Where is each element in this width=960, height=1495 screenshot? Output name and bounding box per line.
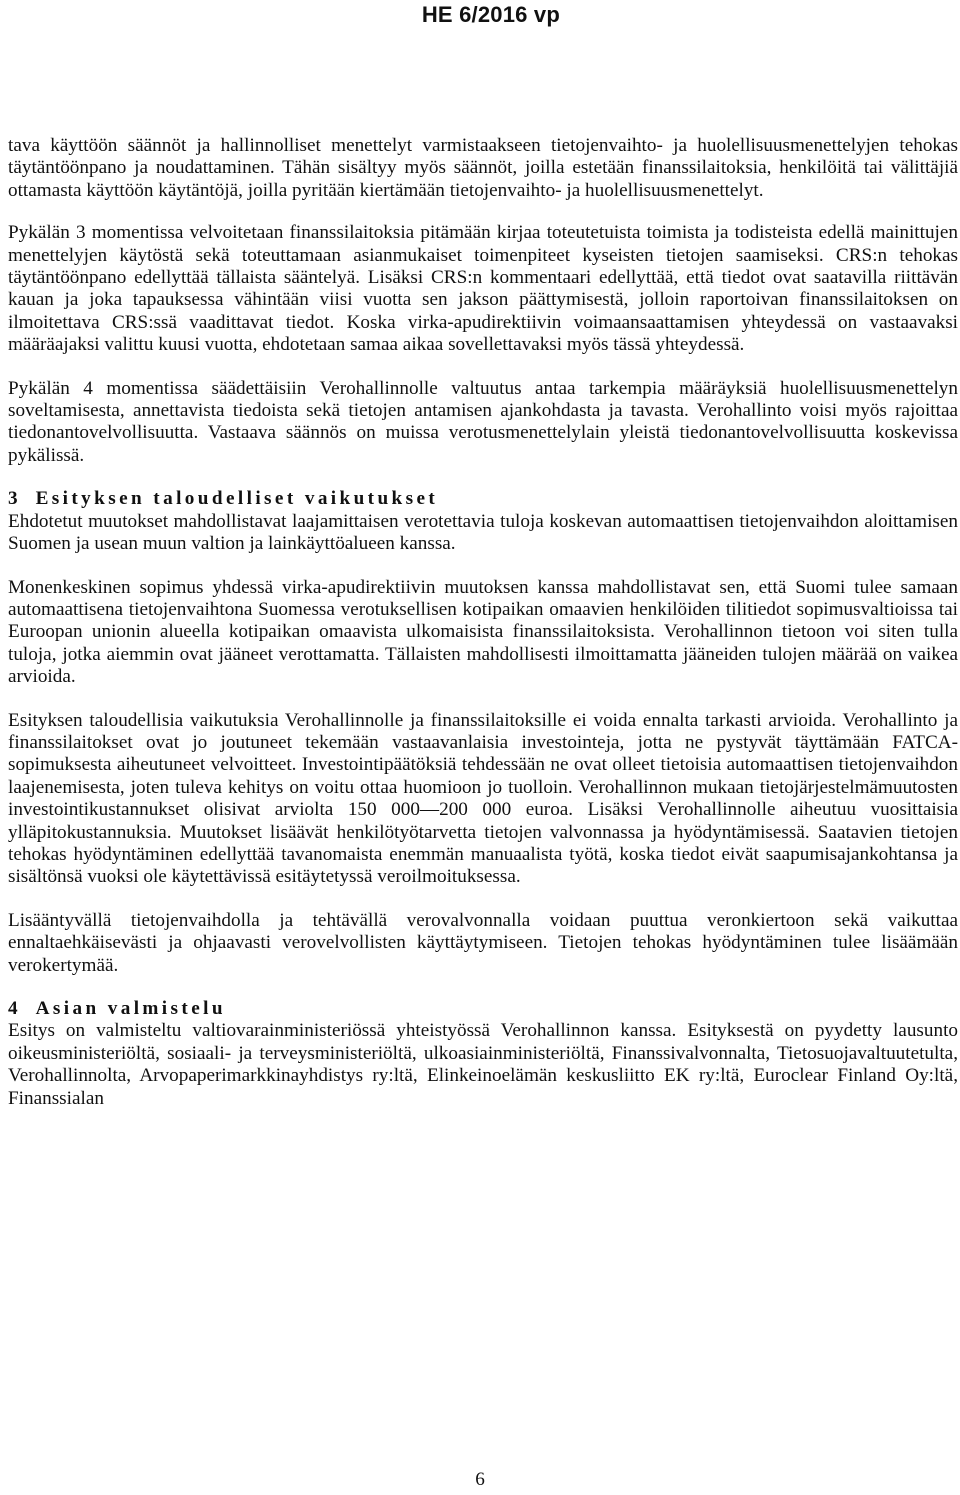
paragraph-economic-effects-2: Monenkeskinen sopimus yhdessä virka-apudirektiivin muutoksen kanssa mahdollistavat sen, että Suomi tulee samaan automaattisena tietojenvaihtona Suomessa verotuksellisen kotipaikan omaavien henkilöiden tilitiedot sopimusvaltioissa tai Euroopan unionin alueella kotipaikan omaavista ulkomaisista finanssilaitoksista. Verohallinnon tietoon voi siten tulla tuloja, jotka aiemmin ovat jääneet verottamatta. Tällaisten mahdollisesti ilmoittamatta jääneiden tulojen määrää on vaikea arvioida.: [8, 576, 958, 688]
paragraph-economic-effects-3: Esityksen taloudellisia vaikutuksia Verohallinnolle ja finanssilaitoksille ei voida ennalta tarkasti arvioida. Verohallinto ja finanssilaitokset ovat jo joutuneet tekemään vastaavanlaisia investointeja, jotta ne pystyvät täyttämään FATCA-sopimuksesta aiheutuneet velvoitteet. Investointipäätöksiä tehdessään ne ovat olleet tietoisia automaattisen tietojenvaihdon laajenemisesta, joten tuleva kehitys on voitu ottaa huomioon jo tuolloin. Verohallinnon mukaan tietojärjestelmämuutosten investointikustannukset olisivat arviolta 150 000—200 000 euroa. Lisäksi Verohallinnolle aiheutuu vuosittaisia ylläpitokustannuksia. Muutokset lisäävät henkilötyötarvetta tietojen valvonnassa ja hyödyntämisessä. Saatavien tietojen tehokas hyödyntäminen edellyttää tavanomaista enemmän manuaalista työtä, koska tiedot eivät saapumisajankohtansa ja sisältönsä vuoksi ole käytettävissä esitäytetyssä veroilmoituksessa.: [8, 709, 958, 888]
section-heading-3: [8, 488, 958, 510]
paragraph-preparation: Esitys on valmisteltu valtiovarainministeriössä yhteistyössä Verohallinnon kanssa. Esityksestä on pyydetty lausunto oikeusministeriöltä, sosiaali- ja terveysministeriöltä, ulkoasiainministeriöltä, Finanssivalvonnalta, Tietosuojavaltuutetulta, Verohallinnolta, Arvopaperimarkkinayhdistys ry:ltä, Elinkeinoelämän keskusliitto EK ry:ltä, Euroclear Finland Oy:ltä, Finanssialan: [8, 1020, 958, 1109]
paragraph-momentti-3: Pykälän 3 momentissa velvoitetaan finanssilaitoksia pitämään kirjaa toteutetuista toimista ja todisteista edellä mainittujen menettelyjen käytöstä sekä toteuttamaan asianmukaiset toimenpiteet kyseisten tietojen saamiseksi. CRS:n tehokas täytäntöönpano edellyttää tällaista sääntelyä. Lisäksi CRS:n kommentaari edellyttää, että tiedot ovat saatavilla riittävän kauan ja joka tapauksessa vähintään viisi vuotta sen jakson päättymisestä, jolloin raportoivan finanssilaitoksen on ilmoitettava CRS:ssä vaadittavat tiedot. Koska virka-apudirektiivin voimaansaattamisen yhteydessä on vastaavaksi määräajaksi valittu kuusi vuotta, ehdotetaan samaa aikaa sovellettavaksi myös tässä yhteydessä.: [8, 222, 958, 356]
section-title: Esityksen taloudelliset vaikutukset: [35, 488, 439, 510]
section-title: Asian valmistelu: [35, 998, 226, 1019]
paragraph-continuation: tava käyttöön säännöt ja hallinnolliset menettelyt varmistaakseen tietojenvaihto- ja huolellisuusmenettelyjen tehokas täytäntöönpano ja noudattaminen. Tähän sisältyy myös säännöt, joilla estetään finanssilaitoksia, henkilöitä tai välittäjiä ottamasta käyttöön käytäntöjä, joilla pyritään kiertämään tietojenvaihto- ja huolellisuusmenettelyt.: [8, 135, 958, 201]
paragraph-economic-effects-1: Ehdotetut muutokset mahdollistavat laajamittaisen verotettavia tuloja koskevan automaattisen tietojenvaihdon aloittamisen Suomen ja usean muun valtion ja lainkäyttöalueen kanssa.: [8, 510, 958, 555]
section-number: 4: [8, 998, 18, 1019]
paragraph-momentti-4: Pykälän 4 momentissa säädettäisiin Verohallinnolle valtuutus antaa tarkempia määräyksiä huolellisuusmenettelyn soveltamisesta, annettavista tiedoista sekä tietojen antamisen ajankohdasta ja tavasta. Verohallinto voisi myös rajoittaa tiedonantovelvollisuutta. Vastaava säännös on muissa verotusmenettelylain yleistä tiedonantovelvollisuutta koskevissa pykälissä.: [8, 377, 958, 466]
paragraph-economic-effects-4: Lisääntyvällä tietojenvaihdolla ja tehtävällä verovalvonnalla voidaan puuttua veronkiertoon sekä vaikuttaa ennaltaehkäisevästi ja ohjaavasti verovelvollisten käyttäytymiseen. Tietojen tehokas hyödyntäminen tulee lisäämään verokertymää.: [8, 909, 958, 976]
document-body: [8, 135, 958, 1110]
section-number: 3: [8, 488, 18, 510]
section-heading-4: [8, 998, 958, 1020]
document-reference: HE 6/2016 vp: [421, 2, 560, 27]
page-number: 6: [475, 1469, 485, 1490]
